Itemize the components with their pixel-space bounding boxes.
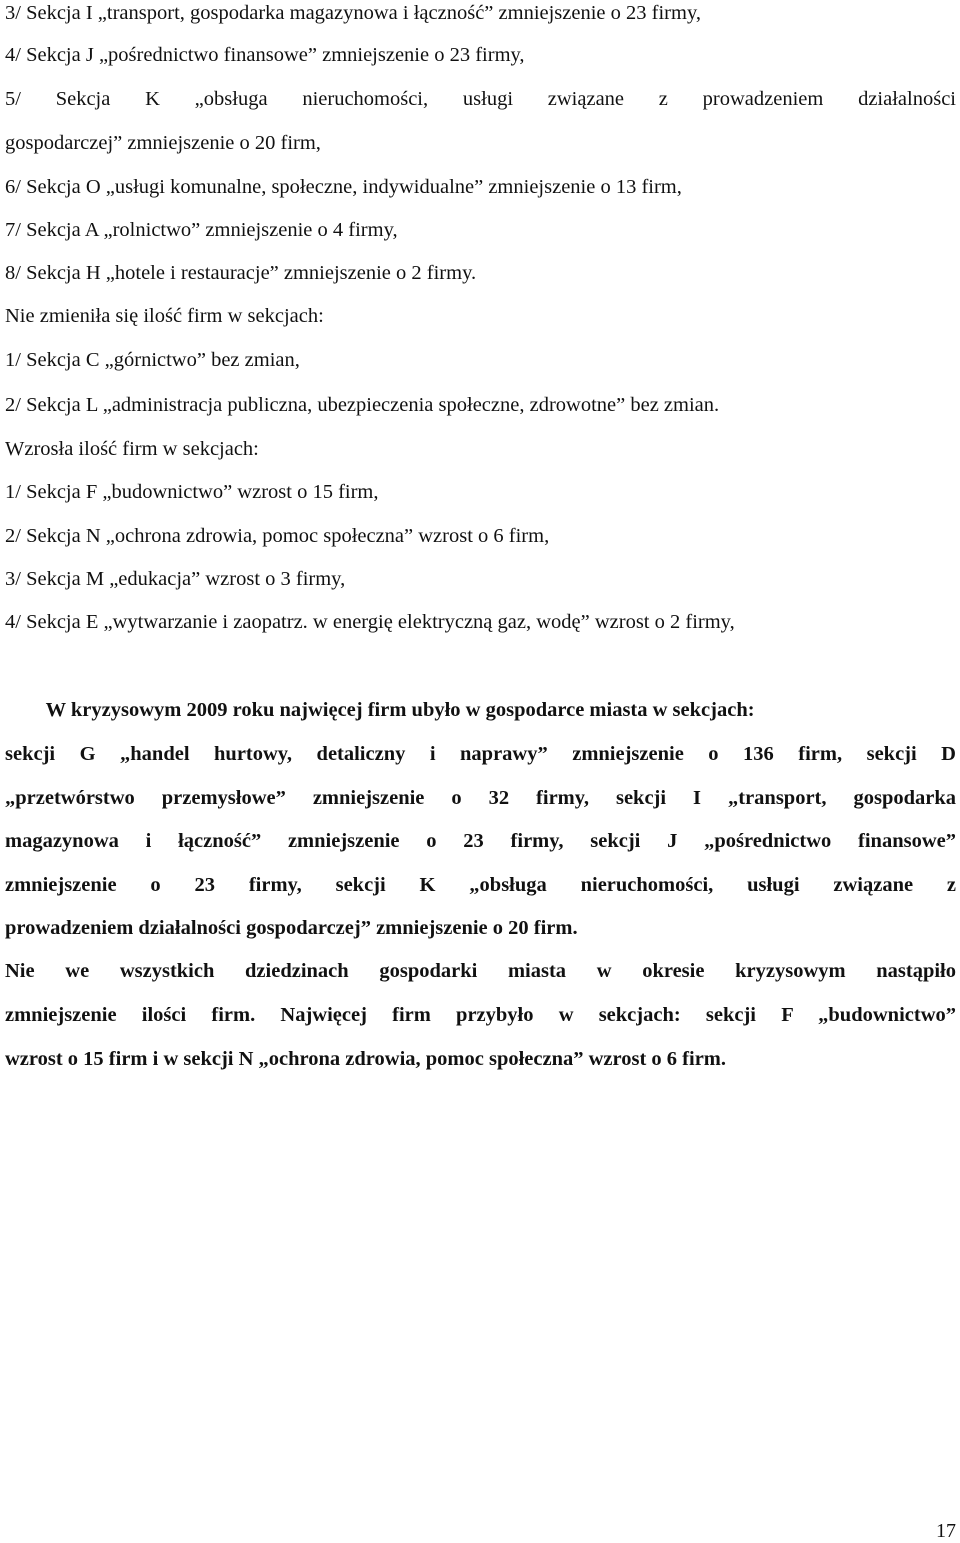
text-line: 2/ Sekcja N „ochrona zdrowia, pomoc społeczna” wzrost o 6 firm, bbox=[5, 525, 550, 547]
text-line: 3/ Sekcja M „edukacja” wzrost o 3 firmy, bbox=[5, 568, 346, 590]
text-line: 7/ Sekcja A „rolnictwo” zmniejszenie o 4 firmy, bbox=[5, 219, 398, 241]
text-line: 4/ Sekcja J „pośrednictwo finansowe” zmniejszenie o 23 firmy, bbox=[5, 44, 525, 66]
section-heading: Nie zmieniła się ilość firm w sekcjach: bbox=[5, 305, 324, 327]
text-line: 1/ Sekcja F „budownictwo” wzrost o 15 firm, bbox=[5, 481, 379, 503]
text-line: 5/ Sekcja K „obsługa nieruchomości, usługi związane z prowadzeniem działalności bbox=[5, 88, 956, 110]
summary-line: Nie we wszystkich dziedzinach gospodarki miasta w okresie kryzysowym nastąpiło bbox=[5, 960, 956, 982]
summary-line: wzrost o 15 firm i w sekcji N „ochrona zdrowia, pomoc społeczna” wzrost o 6 firm. bbox=[5, 1048, 727, 1070]
text-line: 3/ Sekcja I „transport, gospodarka magazynowa i łączność” zmniejszenie o 23 firmy, bbox=[5, 2, 701, 24]
summary-line: zmniejszenie ilości firm. Najwięcej firm przybyło w sekcjach: sekcji F „budownictwo” bbox=[5, 1004, 956, 1026]
summary-line: magazynowa i łączność” zmniejszenie o 23 firmy, sekcji J „pośrednictwo finansowe” bbox=[5, 830, 956, 852]
text-line: 1/ Sekcja C „górnictwo” bez zmian, bbox=[5, 349, 300, 371]
summary-line: W kryzysowym 2009 roku najwięcej firm ubyło w gospodarce miasta w sekcjach: bbox=[5, 699, 755, 721]
section-heading: Wzrosła ilość firm w sekcjach: bbox=[5, 438, 259, 460]
summary-line: „przetwórstwo przemysłowe” zmniejszenie o 32 firmy, sekcji I „transport, gospodarka bbox=[5, 787, 956, 809]
text-line: 4/ Sekcja E „wytwarzanie i zaopatrz. w energię elektryczną gaz, wodę” wzrost o 2 firmy, bbox=[5, 611, 735, 633]
summary-line: prowadzeniem działalności gospodarczej” zmniejszenie o 20 firm. bbox=[5, 917, 578, 939]
summary-line: sekcji G „handel hurtowy, detaliczny i naprawy” zmniejszenie o 136 firm, sekcji D bbox=[5, 743, 956, 765]
text-line: 2/ Sekcja L „administracja publiczna, ubezpieczenia społeczne, zdrowotne” bez zmian. bbox=[5, 394, 720, 416]
text-line: 8/ Sekcja H „hotele i restauracje” zmniejszenie o 2 firmy. bbox=[5, 262, 477, 284]
page-number: 17 bbox=[936, 1520, 956, 1542]
summary-line: zmniejszenie o 23 firmy, sekcji K „obsługa nieruchomości, usługi związane z bbox=[5, 874, 956, 896]
text-line: 6/ Sekcja O „usługi komunalne, społeczne, indywidualne” zmniejszenie o 13 firm, bbox=[5, 176, 682, 198]
text-line: gospodarczej” zmniejszenie o 20 firm, bbox=[5, 132, 321, 154]
